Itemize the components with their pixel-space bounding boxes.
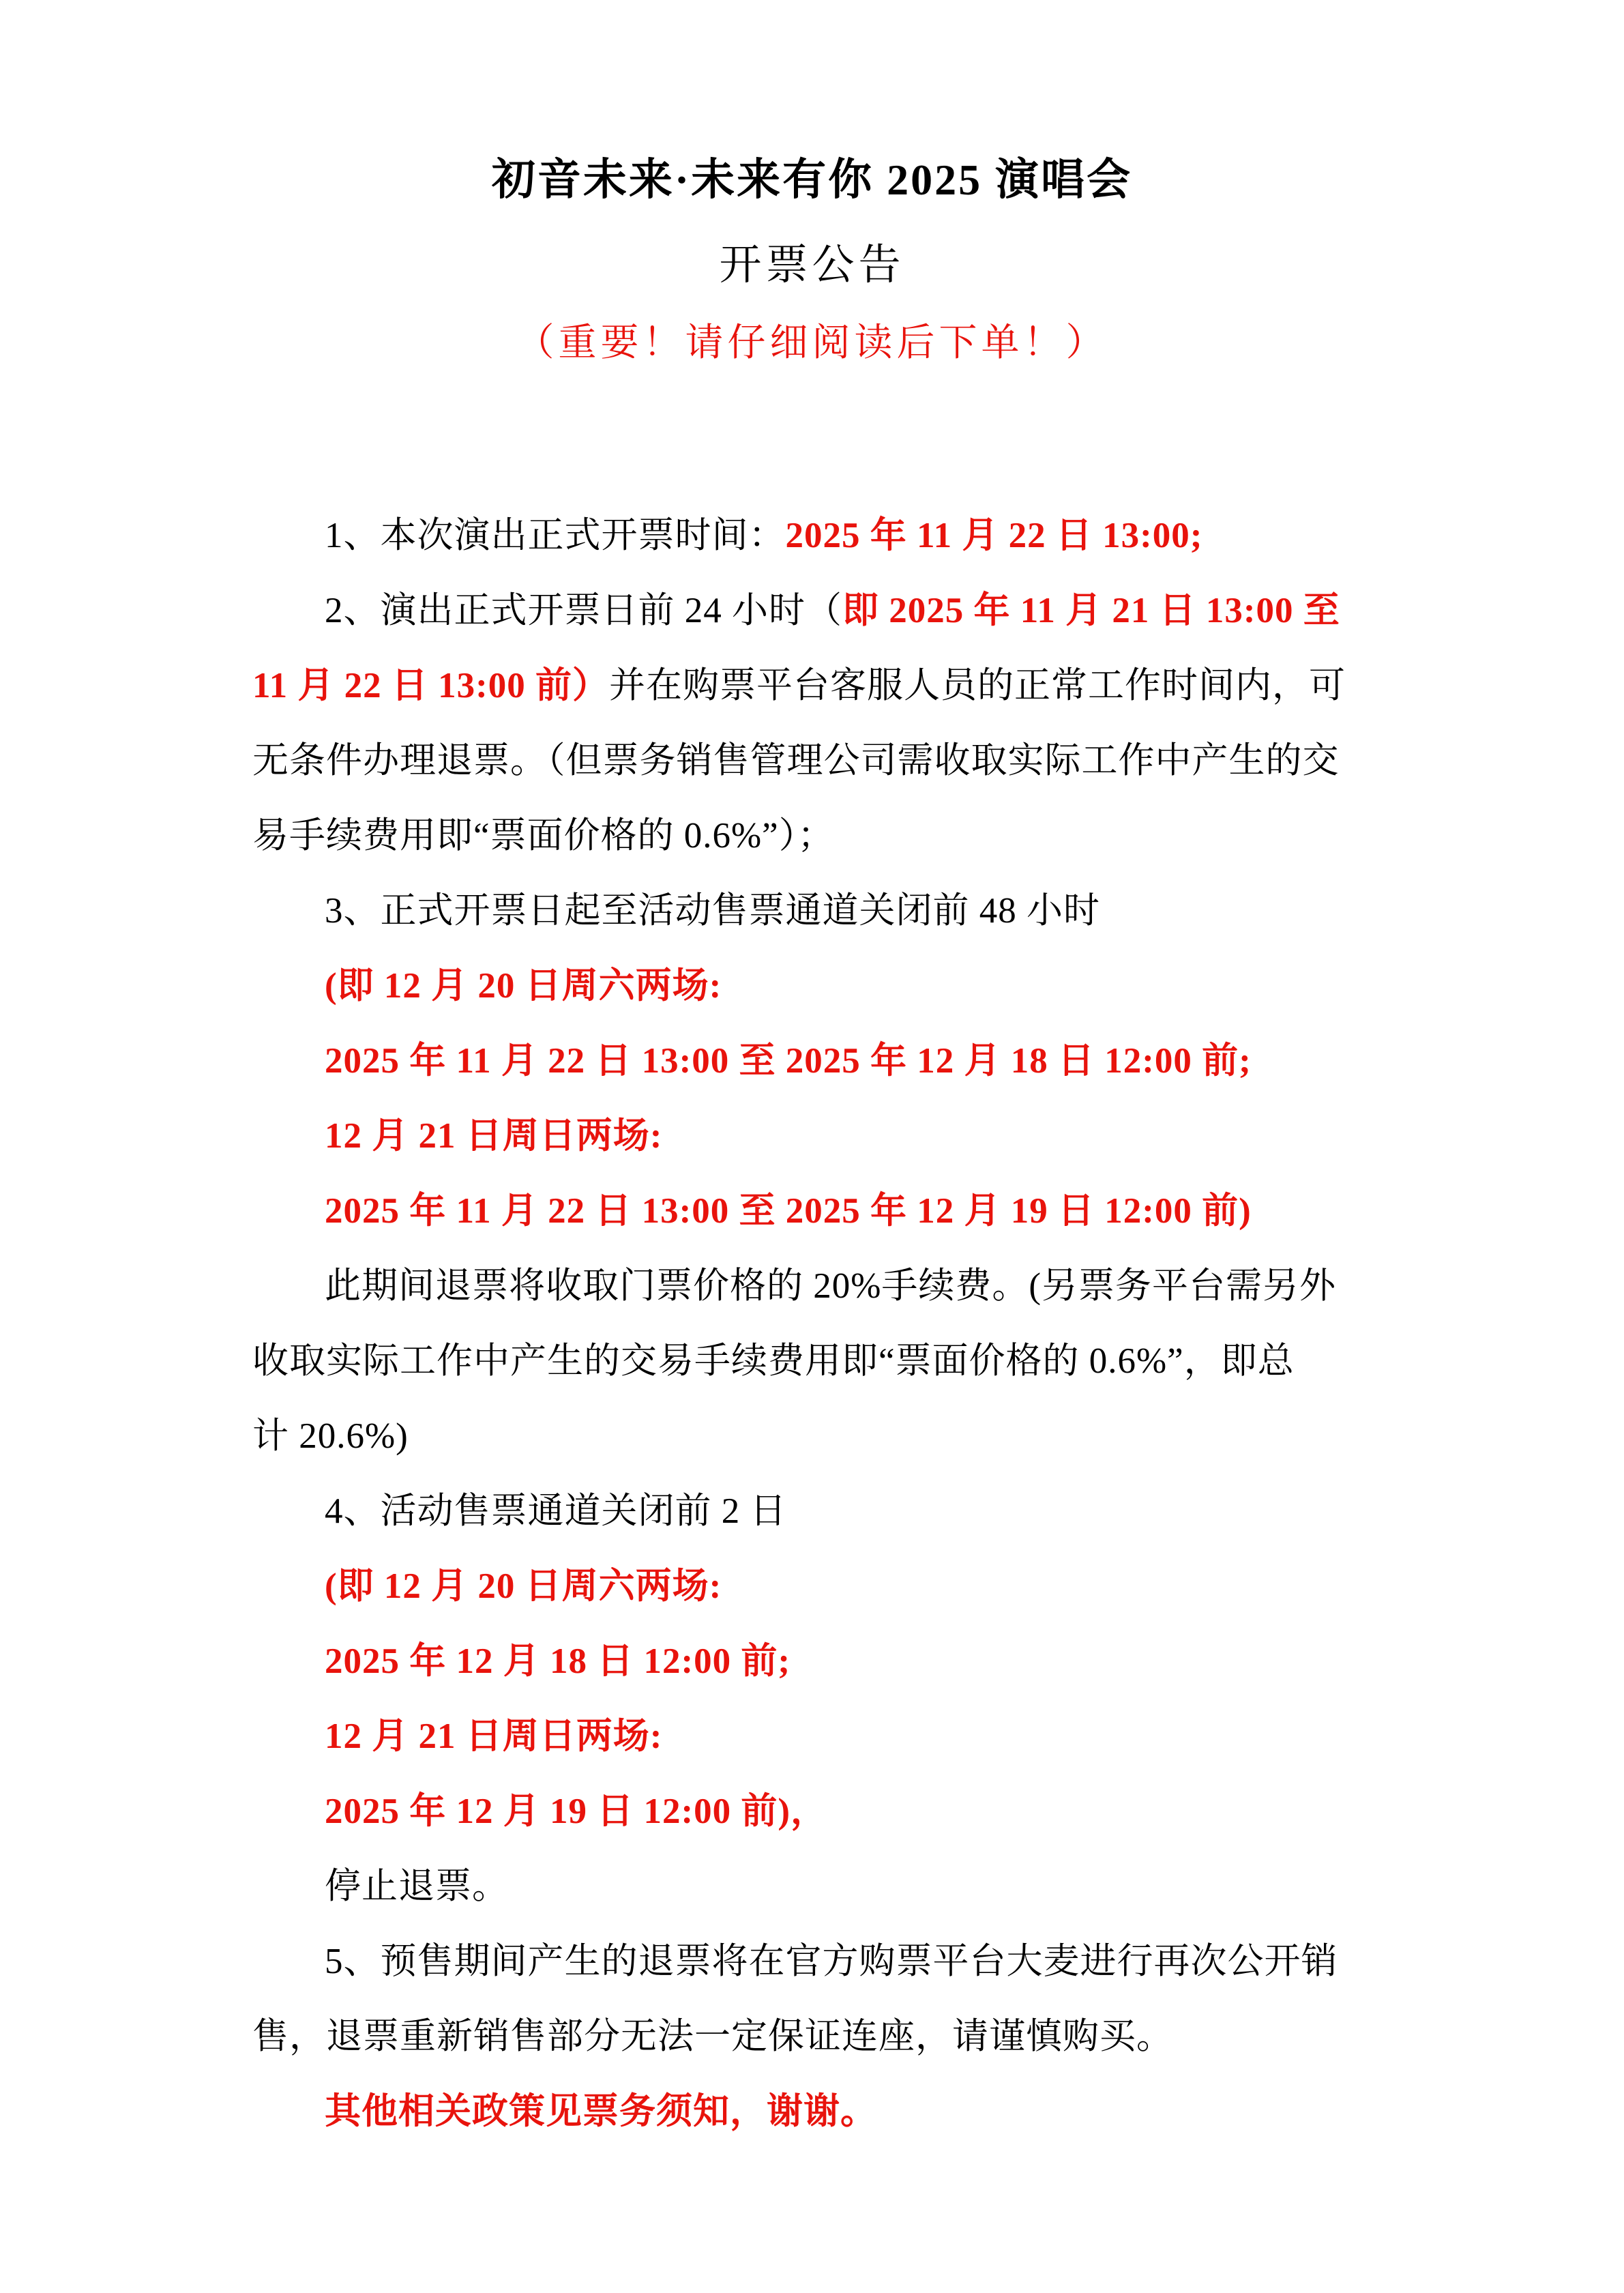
document-title: 初音未来·未来有你 2025 演唱会 [491, 156, 1133, 204]
text-segment: 11 月 22 日 13:00 前） [252, 666, 609, 705]
text-segment: 2、演出正式开票日前 24 小时（ [325, 591, 842, 630]
text-segment: (即 12 月 20 日周六两场: [325, 966, 722, 1006]
text-segment: 并在购票平台客服人员的正常工作时间内，可 [608, 666, 1346, 705]
text-segment: 5、预售期间产生的退票将在官方购票平台大麦进行再次公开销 [325, 1942, 1338, 1981]
text-segment: 停止退票。 [325, 1867, 509, 1906]
text-segment: 3、正式开票日起至活动售票通道关闭前 48 小时 [325, 891, 1100, 931]
body-line [252, 1248, 1405, 1324]
body-line [252, 498, 1405, 573]
body-line [252, 948, 1405, 1023]
body-line [252, 648, 1405, 723]
body-line [252, 1774, 1405, 1849]
text-segment: 售，退票重新销售部分无法一定保证连座，请谨慎购买。 [252, 2017, 1173, 2056]
text-segment: 4、活动售票通道关闭前 2 日 [325, 1491, 787, 1531]
text-segment: 2025 年 11 月 22 日 13:00 至 2025 年 12 月 19 日 12:00 前) [325, 1191, 1252, 1231]
body-line [252, 1023, 1405, 1098]
body-line [252, 1849, 1405, 1924]
important-warning-text: （重要！请仔细阅读后下单！） [516, 322, 1108, 364]
body-line [252, 798, 1405, 873]
document-subtitle: 开票公告 [719, 242, 905, 289]
body-line [252, 1399, 1405, 1474]
text-segment: 其他相关政策见票务须知，谢谢。 [325, 2092, 877, 2131]
text-segment: 12 月 21 日周日两场: [325, 1116, 663, 1156]
text-segment: 无条件办理退票。（但票务销售管理公司需收取实际工作中产生的交 [252, 741, 1340, 780]
text-segment: 2025 年 11 月 22 日 13:00; [785, 516, 1203, 555]
text-segment: 1、本次演出正式开票时间： [325, 516, 786, 555]
body-line [252, 1699, 1405, 1774]
text-segment: 此期间退票将收取门票价格的 20%手续费。(另票务平台需另外 [325, 1266, 1337, 1306]
document-body [252, 498, 1405, 2149]
text-segment: 计 20.6%) [252, 1416, 409, 1456]
text-segment: 2025 年 11 月 22 日 13:00 至 2025 年 12 月 18 日 12:00 前; [325, 1041, 1252, 1081]
text-segment: (即 12 月 20 日周六两场: [325, 1566, 722, 1606]
body-line [252, 1474, 1405, 1549]
text-segment: 易手续费用即“票面价格的 0.6%”）； [252, 816, 835, 856]
text-segment: 2025 年 12 月 18 日 12:00 前; [325, 1641, 791, 1681]
text-segment: 12 月 21 日周日两场: [325, 1717, 663, 1756]
body-line [252, 873, 1405, 948]
body-line [252, 2074, 1405, 2149]
body-line [252, 723, 1405, 798]
body-line [252, 1624, 1405, 1699]
body-line [252, 1549, 1405, 1624]
body-line [252, 1173, 1405, 1248]
body-line [252, 1999, 1405, 2074]
body-line [252, 573, 1405, 648]
text-segment: 即 2025 年 11 月 21 日 13:00 至 [842, 591, 1340, 630]
body-line [252, 1098, 1405, 1173]
body-line [252, 1324, 1405, 1399]
body-line [252, 1924, 1405, 1999]
text-segment: 收取实际工作中产生的交易手续费用即“票面价格的 0.6%”，即总 [252, 1341, 1295, 1381]
text-segment: 2025 年 12 月 19 日 12:00 前)， [325, 1792, 828, 1831]
